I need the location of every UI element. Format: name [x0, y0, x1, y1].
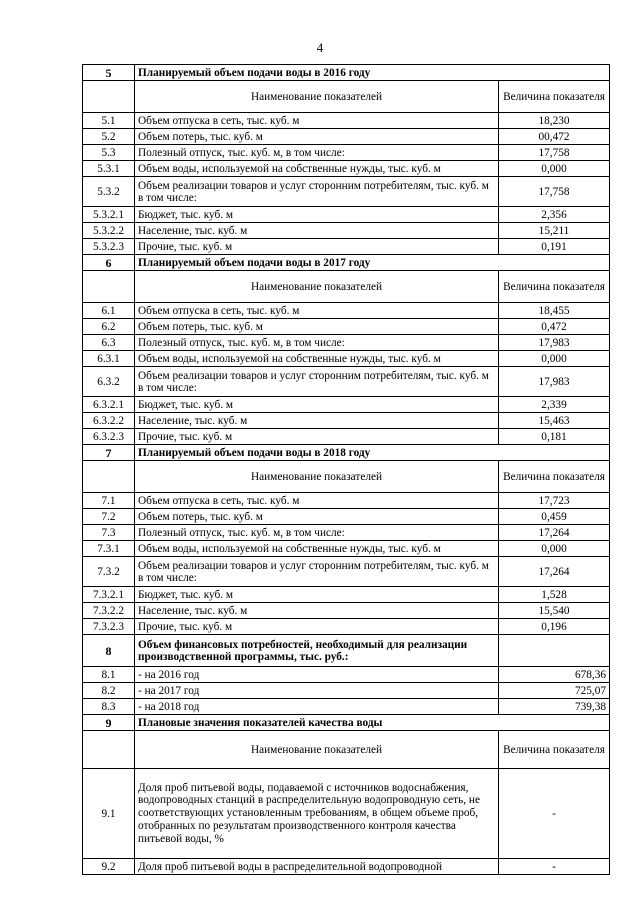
row-name: Население, тыс. куб. м: [135, 223, 499, 239]
section-number: 7: [83, 445, 135, 461]
section-number: 9: [83, 715, 135, 731]
section-row: [83, 65, 610, 81]
row-name: Объем реализации товаров и услуг сторонним потребителям, тыс. куб. м в том числе:: [135, 367, 499, 397]
table-row: [83, 319, 610, 335]
table-row: [83, 223, 610, 239]
row-number: 5.3.2: [83, 177, 135, 207]
row-name: Доля проб питьевой воды, подаваемой с источников водоснабжения, водопроводных станций в распределительную водопроводную сеть, не соответствующих установленным требованиям, в общем объеме проб, отобранных по результатам производственного контроля качества питьевой воды, %: [135, 769, 499, 859]
row-name: - на 2016 год: [135, 667, 499, 683]
page-number: 4: [316, 40, 324, 55]
table-row: [83, 587, 610, 603]
row-number: 9.2: [83, 859, 135, 875]
row-name: Объем отпуска в сеть, тыс. куб. м: [135, 303, 499, 319]
row-number: 6.3.2.1: [83, 397, 135, 413]
table-row: [83, 525, 610, 541]
row-number: 9.1: [83, 769, 135, 859]
table-row: [83, 145, 610, 161]
row-number: 7.3.1: [83, 541, 135, 557]
header-value: Величина показателя: [499, 271, 610, 303]
header-value: Величина показателя: [499, 461, 610, 493]
row-number: 7.1: [83, 493, 135, 509]
row-number: 6.1: [83, 303, 135, 319]
section-number: 6: [83, 255, 135, 271]
table-row: [83, 413, 610, 429]
row-name: Объем воды, используемой на собственные нужды, тыс. куб. м: [135, 541, 499, 557]
table-row: [83, 603, 610, 619]
table-row: [83, 367, 610, 397]
row-name: Объем потерь, тыс. куб. м: [135, 129, 499, 145]
row-number: 5.3.2.1: [83, 207, 135, 223]
row-value: -: [499, 859, 610, 875]
row-value: 725,07: [499, 683, 610, 699]
header-name: Наименование показателей: [135, 81, 499, 113]
table-row: [83, 859, 610, 875]
row-number: 6.3.2.2: [83, 413, 135, 429]
row-value: 17,264: [499, 525, 610, 541]
header-value: Величина показателя: [499, 81, 610, 113]
header-row: [83, 81, 610, 113]
header-name: Наименование показателей: [135, 461, 499, 493]
row-number: 7.3.2.1: [83, 587, 135, 603]
row-number: 7.3: [83, 525, 135, 541]
row-name: Объем отпуска в сеть, тыс. куб. м: [135, 113, 499, 129]
row-name: Бюджет, тыс. куб. м: [135, 397, 499, 413]
section-row: [83, 255, 610, 271]
table-row: [83, 509, 610, 525]
row-value: 0,181: [499, 429, 610, 445]
table-row: [83, 557, 610, 587]
row-value: 0,191: [499, 239, 610, 255]
table-row: [83, 335, 610, 351]
row-name: Объем воды, используемой на собственные нужды, тыс. куб. м: [135, 161, 499, 177]
row-value: 0,000: [499, 541, 610, 557]
row-name: Объем потерь, тыс. куб. м: [135, 509, 499, 525]
row-number: 7.3.2.2: [83, 603, 135, 619]
row-number: 6.3.2.3: [83, 429, 135, 445]
table-row: [83, 161, 610, 177]
row-value: 2,356: [499, 207, 610, 223]
table-row: [83, 303, 610, 319]
header-value: Величина показателя: [499, 731, 610, 769]
table-row: [83, 129, 610, 145]
row-number: 7.2: [83, 509, 135, 525]
row-name: Прочие, тыс. куб. м: [135, 619, 499, 635]
row-name: Прочие, тыс. куб. м: [135, 239, 499, 255]
header-row: [83, 271, 610, 303]
table-row: [83, 619, 610, 635]
row-value: 0,196: [499, 619, 610, 635]
table-row: [83, 351, 610, 367]
row-value: 0,472: [499, 319, 610, 335]
row-name: Объем реализации товаров и услуг сторонним потребителям, тыс. куб. м в том числе:: [135, 177, 499, 207]
row-value: 0,459: [499, 509, 610, 525]
row-number: 8.1: [83, 667, 135, 683]
row-number: 5.3: [83, 145, 135, 161]
row-name: Доля проб питьевой воды в распределительной водопроводной: [135, 859, 499, 875]
header-name: Наименование показателей: [135, 271, 499, 303]
row-name: Полезный отпуск, тыс. куб. м, в том числе:: [135, 145, 499, 161]
row-name: Объем реализации товаров и услуг сторонним потребителям, тыс. куб. м в том числе:: [135, 557, 499, 587]
row-value: 15,540: [499, 603, 610, 619]
row-name: - на 2018 год: [135, 699, 499, 715]
row-name: Объем отпуска в сеть, тыс. куб. м: [135, 493, 499, 509]
header-name: Наименование показателей: [135, 731, 499, 769]
row-number: 5.3.1: [83, 161, 135, 177]
header-row: [83, 461, 610, 493]
row-number: 7.3.2: [83, 557, 135, 587]
section-title: Планируемый объем подачи воды в 2018 году: [135, 445, 610, 461]
row-value: 18,230: [499, 113, 610, 129]
row-value: 0,000: [499, 351, 610, 367]
table-row: [83, 667, 610, 683]
table-row: [83, 493, 610, 509]
row-value: 2,339: [499, 397, 610, 413]
table-row: [83, 541, 610, 557]
table-row: [83, 239, 610, 255]
row-value: 15,463: [499, 413, 610, 429]
row-value: 739,38: [499, 699, 610, 715]
row-name: Бюджет, тыс. куб. м: [135, 587, 499, 603]
row-name: Полезный отпуск, тыс. куб. м, в том числе:: [135, 525, 499, 541]
row-value: 17,723: [499, 493, 610, 509]
row-name: - на 2017 год: [135, 683, 499, 699]
indicators-table: [82, 64, 610, 875]
row-value: 17,758: [499, 145, 610, 161]
row-number: 6.3.1: [83, 351, 135, 367]
row-name: Население, тыс. куб. м: [135, 603, 499, 619]
section-row: [83, 715, 610, 731]
row-value: 1,528: [499, 587, 610, 603]
table-row: [83, 113, 610, 129]
row-number: 8.3: [83, 699, 135, 715]
row-value: 17,758: [499, 177, 610, 207]
section-title: Плановые значения показателей качества воды: [135, 715, 610, 731]
section-row: [83, 445, 610, 461]
table-row: [83, 769, 610, 859]
header-row: [83, 731, 610, 769]
row-number: 5.3.2.2: [83, 223, 135, 239]
row-value: 00,472: [499, 129, 610, 145]
row-number: 8.2: [83, 683, 135, 699]
row-value: 17,264: [499, 557, 610, 587]
row-value: 678,36: [499, 667, 610, 683]
section-title: Планируемый объем подачи воды в 2017 году: [135, 255, 610, 271]
section-number: 8: [83, 635, 135, 667]
table-row: [83, 429, 610, 445]
section-row: [83, 635, 610, 667]
row-name: Полезный отпуск, тыс. куб. м, в том числе:: [135, 335, 499, 351]
section-number: 5: [83, 65, 135, 81]
row-number: 6.2: [83, 319, 135, 335]
row-number: 5.3.2.3: [83, 239, 135, 255]
table-row: [83, 699, 610, 715]
row-name: Объем потерь, тыс. куб. м: [135, 319, 499, 335]
row-name: Население, тыс. куб. м: [135, 413, 499, 429]
row-number: 6.3: [83, 335, 135, 351]
row-value: 17,983: [499, 367, 610, 397]
row-number: 7.3.2.3: [83, 619, 135, 635]
table-row: [83, 683, 610, 699]
row-value: 0,000: [499, 161, 610, 177]
table-row: [83, 177, 610, 207]
table-row: [83, 397, 610, 413]
row-number: 6.3.2: [83, 367, 135, 397]
row-value: 15,211: [499, 223, 610, 239]
row-name: Объем воды, используемой на собственные нужды, тыс. куб. м: [135, 351, 499, 367]
table-row: [83, 207, 610, 223]
row-value: 17,983: [499, 335, 610, 351]
row-value: -: [499, 769, 610, 859]
section-title: Объем финансовых потребностей, необходимый для реализации производственной программы, тыс. руб.:: [135, 635, 499, 667]
row-number: 5.2: [83, 129, 135, 145]
row-value: 18,455: [499, 303, 610, 319]
row-name: Бюджет, тыс. куб. м: [135, 207, 499, 223]
row-name: Прочие, тыс. куб. м: [135, 429, 499, 445]
section-title: Планируемый объем подачи воды в 2016 году: [135, 65, 610, 81]
row-number: 5.1: [83, 113, 135, 129]
